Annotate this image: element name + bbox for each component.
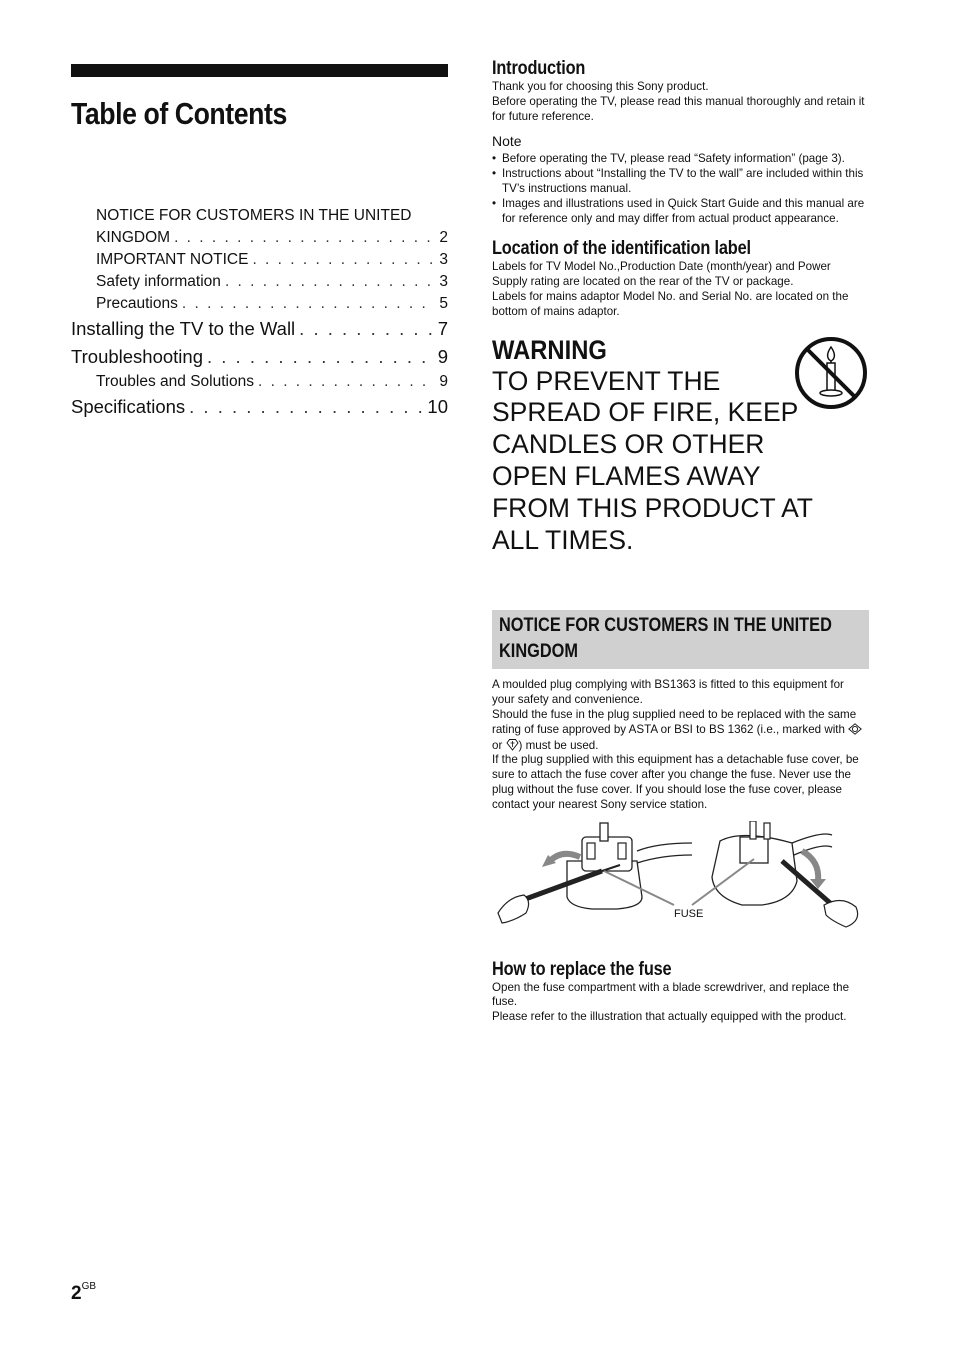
- note-item: • Before operating the TV, please read “Safety information” (page 3).: [492, 152, 869, 167]
- toc-entry-installing[interactable]: [71, 315, 448, 343]
- uk-notice-text: or: [492, 738, 503, 752]
- toc-entry-label: IMPORTANT NOTICE: [96, 251, 249, 268]
- toc-leader-dots: [258, 371, 435, 393]
- toc-leader-dots: [207, 343, 434, 371]
- right-column: [492, 58, 869, 1025]
- toc-leader-dots: [299, 315, 434, 343]
- toc-entry-page: 2: [439, 229, 448, 246]
- toc-entry-specifications[interactable]: [71, 393, 448, 421]
- toc-title: Table of Contents: [71, 96, 287, 131]
- toc-entry-important-notice[interactable]: [71, 249, 448, 271]
- uk-notice-text: Should the fuse in the plug supplied need to be replaced with the same rating of fuse approved by ASTA or BSI to BS 1362 (i.e., marked with: [492, 707, 857, 736]
- fuse-illustration: [492, 821, 869, 945]
- uk-notice-heading: NOTICE FOR CUSTOMERS IN THE UNITED KINGDOM: [499, 615, 832, 663]
- uk-notice-body: [492, 678, 869, 812]
- toc-entry-label: Troubleshooting: [71, 346, 203, 367]
- note-item: • Instructions about “Installing the TV to the wall” are included within this TV’s instructions manual.: [492, 167, 869, 197]
- toc-leader-dots: [174, 227, 435, 249]
- toc-entry-page: 5: [439, 295, 448, 312]
- introduction-section: [492, 58, 869, 226]
- toc-entry-label: Troubles and Solutions: [96, 373, 254, 390]
- toc-leader-dots: [189, 393, 423, 421]
- toc-leader-dots: [182, 293, 436, 315]
- toc-entry-safety-information[interactable]: [71, 271, 448, 293]
- location-heading: Location of the identification label: [492, 238, 751, 260]
- asta-mark-icon: [848, 723, 862, 735]
- toc-entry-troubleshooting[interactable]: [71, 343, 448, 371]
- note-heading: Note: [492, 133, 522, 150]
- toc-entry-label: Precautions: [96, 295, 178, 312]
- no-candle-icon: [793, 335, 869, 411]
- toc-entry-label: Safety information: [96, 273, 221, 290]
- toc-entry-label: Installing the TV to the Wall: [71, 318, 296, 339]
- toc-list: [71, 205, 448, 421]
- toc-entry-page: 3: [439, 251, 448, 268]
- toc-entry-page: 3: [439, 273, 448, 290]
- uk-notice-paragraph: [492, 708, 869, 753]
- note-list: [492, 152, 869, 226]
- location-line: Labels for mains adaptor Model No. and Serial No. are located on the bottom of mains adaptor.: [492, 289, 849, 318]
- introduction-line: Before operating the TV, please read this manual thoroughly and retain it for future reference.: [492, 94, 865, 123]
- plug-fuse-illustration: [492, 821, 869, 945]
- page-number-suffix: GB: [81, 1281, 97, 1292]
- toc-entry-troubles-solutions[interactable]: [71, 371, 448, 393]
- page-number: [71, 1283, 96, 1305]
- toc-entry-notice-line1[interactable]: NOTICE FOR CUSTOMERS IN THE UNITED: [96, 207, 412, 224]
- page-number-value: 2: [71, 1283, 82, 1304]
- location-section: [492, 238, 869, 319]
- toc-entry-page: 9: [437, 346, 448, 367]
- uk-notice-paragraph: If the plug supplied with this equipment has a detachable fuse cover, be sure to attach the fuse cover after you change the fuse. Never use the plug without the fuse cover. If you should lose the fuse cover, please contact your nearest Sony service station.: [492, 753, 859, 811]
- toc-entry-notice[interactable]: [71, 227, 448, 249]
- uk-notice-section: [492, 610, 869, 944]
- table-of-contents: [71, 64, 448, 417]
- uk-notice-text: ) must be used.: [518, 738, 599, 752]
- warning-text: TO PREVENT THE SPREAD OF FIRE, KEEP CANDLES OR OTHER OPEN FLAMES AWAY FROM THIS PRODUCT AT ALL TIMES.: [492, 365, 813, 555]
- warning-title: WARNING: [492, 334, 607, 365]
- introduction-line: Thank you for choosing this Sony product.: [492, 80, 709, 93]
- toc-entry-page: 9: [439, 373, 448, 390]
- toc-entry-page: 7: [437, 318, 448, 339]
- toc-leader-dots: [252, 249, 435, 271]
- uk-notice-paragraph: A moulded plug complying with BS1363 is fitted to this equipment for your safety and convenience.: [492, 678, 844, 707]
- toc-leader-dots: [225, 271, 435, 293]
- toc-header-rule: [71, 64, 448, 77]
- toc-entry-precautions[interactable]: [71, 293, 448, 315]
- toc-entry-page: 10: [427, 396, 448, 417]
- replace-fuse-section: [492, 959, 869, 1025]
- warning-section: [492, 334, 869, 557]
- replace-fuse-heading: How to replace the fuse: [492, 958, 672, 980]
- uk-notice-banner: [492, 610, 869, 669]
- fuse-label: FUSE: [674, 907, 704, 920]
- toc-entry-label: Specifications: [71, 396, 186, 417]
- replace-fuse-line: Open the fuse compartment with a blade screwdriver, and replace the fuse.: [492, 980, 850, 1009]
- note-item: • Images and illustrations used in Quick Start Guide and this manual are for reference only and may differ from actual product appearance.: [492, 197, 869, 227]
- replace-fuse-line: Please refer to the illustration that actually equipped with the product.: [492, 1010, 847, 1024]
- bsi-kitemark-icon: [506, 738, 519, 751]
- location-line: Labels for TV Model No.,Production Date (month/year) and Power Supply rating are located on the rear of the TV or package.: [492, 260, 831, 289]
- introduction-heading: Introduction: [492, 58, 586, 79]
- toc-entry-label: KINGDOM: [96, 229, 171, 246]
